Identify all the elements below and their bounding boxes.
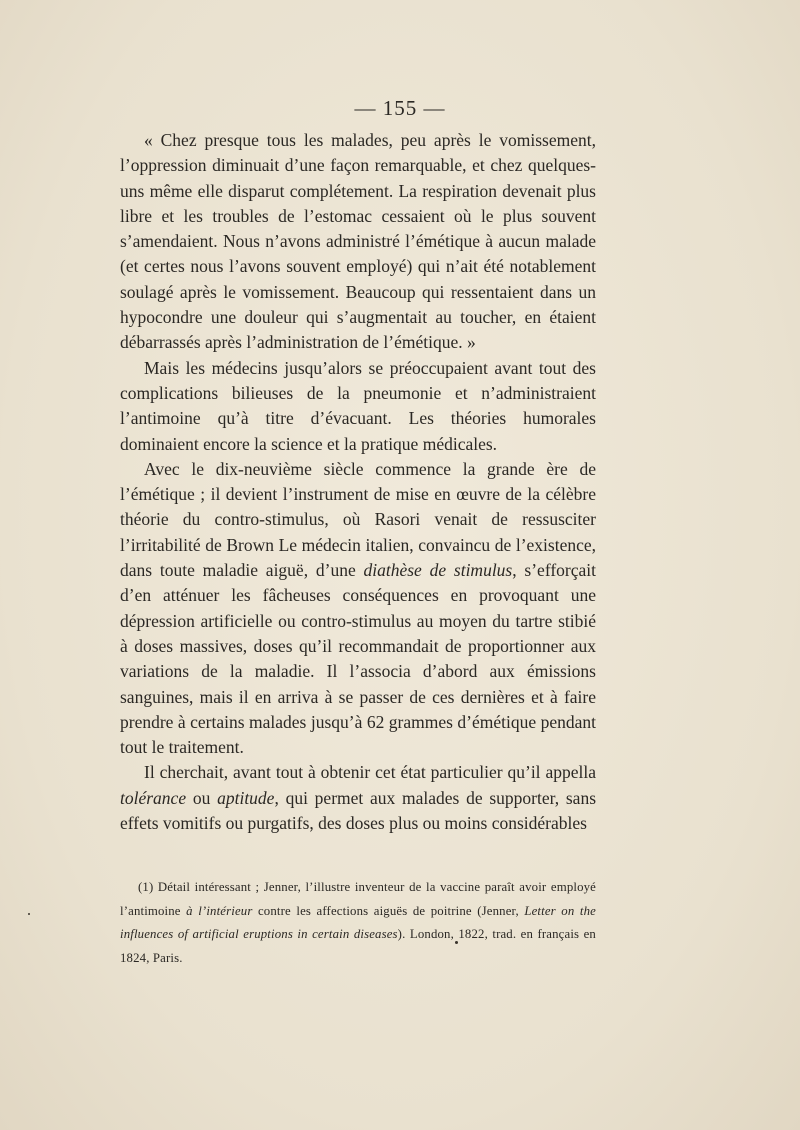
paragraph xyxy=(120,356,596,457)
italic-text: aptitude xyxy=(217,787,275,808)
text-run: contre les affections aiguës de poitrine (Jenner, xyxy=(252,903,525,918)
italic-text: à l’intérieur xyxy=(186,903,253,918)
ink-speck xyxy=(455,941,458,944)
paragraph xyxy=(120,760,596,836)
italic-text: diathèse de stimulus xyxy=(363,560,513,581)
paragraph xyxy=(120,128,596,356)
text-run: ). London, 1822, trad. en français en 1824, Paris. xyxy=(120,927,596,965)
italic-text: tolérance xyxy=(120,787,187,808)
italic-text: Letter on the influences of artificial eruptions in certain diseases xyxy=(120,903,596,941)
body-text xyxy=(120,128,596,836)
footnote xyxy=(120,876,596,970)
text-run: Il cherchait, avant tout à obtenir cet état particulier qu’il appella xyxy=(144,762,596,783)
paragraph xyxy=(120,457,596,761)
text-run: Mais les médecins jusqu’alors se préoccupaient avant tout des complications bilieuses de la pneumonie et n’administraient l’antimoine qu’à titre d’évacuant. Les théories humorales dominaient encore la science et la pratique médicales. xyxy=(120,357,596,454)
text-run: Avec le dix-neuvième siècle commence la grande ère de l’émétique ; il devient l’instrument de mise en œuvre de la célèbre théorie du contro-stimulus, où Rasori venait de ressusciter l’irritabilité de Brown Le médecin italien, convaincu de l’existence, dans toute maladie aiguë, d’une xyxy=(120,458,596,581)
text-run: ou xyxy=(186,787,218,808)
text-run: , s’efforçait d’en atténuer les fâcheuses conséquences en provoquant une dépression artificielle ou contro-stimulus au moyen du tartre stibié à doses massives, doses qu’il recommandait de proportionner aux variations de la maladie. Il l’associa d’abord aux émissions sanguines, mais il en arriva à se passer de ces dernières et à faire prendre à certains malades jusqu’à 62 grammes d’émétique pendant tout le traitement. xyxy=(120,560,596,758)
text-run: (1) Détail intéressant ; Jenner, l’illustre inventeur de la vaccine paraît avoir employé l’antimoine xyxy=(120,880,596,918)
ink-speck xyxy=(28,913,30,915)
page-number: — 155 — xyxy=(354,96,446,120)
text-run: « Chez presque tous les malades, peu après le vomissement, l’oppression diminuait d’une façon remarquable, et chez quelques-uns même elle disparut complétement. La respiration devenait plus libre et les troubles de l’estomac cessaient où le plus souvent s’amendaient. Nous n’avons administré l’émétique à aucun malade (et certes nous l’avons souvent employé) qui n’ait été notablement soulagé après le vomissement. Beaucoup qui ressentaient dans un hypocondre une douleur qui s’augmentait au toucher, en étaient débarrassés après l’administration de l’émétique. » xyxy=(120,130,596,353)
text-run: , qui permet aux malades de supporter, sans effets vomitifs ou purgatifs, des doses plus ou moins considérables xyxy=(120,787,597,834)
footnotes xyxy=(120,876,596,970)
